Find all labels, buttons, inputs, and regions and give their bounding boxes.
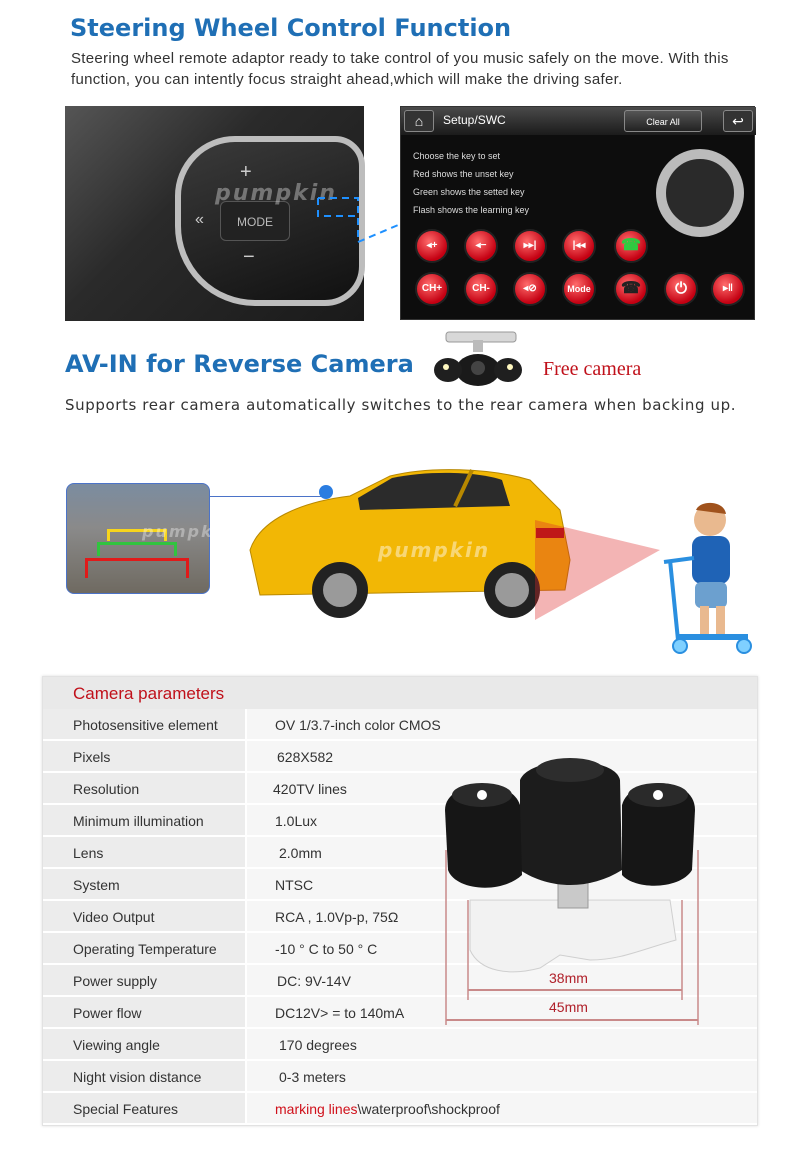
- label-cell: [43, 1061, 245, 1091]
- watermark: pumpkin: [215, 181, 337, 206]
- param-label: Lens: [73, 845, 104, 861]
- swc-key-mute[interactable]: ◂⊘: [513, 272, 547, 306]
- label-cell: [43, 933, 245, 963]
- table-title: Camera parameters: [73, 684, 225, 703]
- value-cell: [247, 1029, 757, 1059]
- label-cell: [43, 773, 245, 803]
- swc-key-power[interactable]: ⏻: [664, 272, 698, 306]
- reverse-camera-view: [66, 483, 235, 594]
- volume-down-icon: −: [243, 246, 255, 268]
- free-camera-label: Free camera: [543, 358, 642, 380]
- swc-setup-screen: [400, 106, 755, 320]
- value-cell: [247, 1061, 757, 1091]
- guide-line-red: [85, 558, 189, 578]
- param-value: DC: 9V-14V: [277, 973, 351, 989]
- instruction-line: Red shows the unset key: [413, 169, 514, 179]
- av-section-title: AV-IN for Reverse Camera: [65, 350, 414, 378]
- instruction-line: Flash shows the learning key: [413, 205, 530, 215]
- table-header: [43, 677, 757, 709]
- back-arrow-icon: ↩: [732, 113, 744, 129]
- label-cell: [43, 709, 245, 739]
- value-cell: [247, 1093, 757, 1123]
- param-value: 1.0Lux: [275, 813, 318, 829]
- value-cell: [247, 709, 757, 739]
- dimension-inner-label: 38mm: [549, 970, 588, 986]
- param-value: -10 ° C to 50 ° C: [275, 941, 378, 957]
- home-icon: ⌂: [414, 113, 424, 129]
- swc-description: Steering wheel remote adaptor ready to take control of you music safely on the move. With this function, you can intently focus straight ahead,which will make the driving safer.: [71, 50, 729, 88]
- swc-key-volume-up[interactable]: ◂+: [415, 229, 449, 263]
- back-button[interactable]: [723, 110, 753, 132]
- param-value: 170 degrees: [279, 1037, 357, 1053]
- swc-key-ch-down[interactable]: CH-: [464, 272, 498, 306]
- param-label: Special Features: [73, 1101, 179, 1117]
- label-cell: [43, 805, 245, 835]
- camera-product-image: [440, 750, 702, 1030]
- param-label: Video Output: [73, 909, 155, 925]
- swc-key-ch-up[interactable]: CH+: [415, 272, 449, 306]
- label-cell: [43, 997, 245, 1027]
- features-text: \waterproof\shockproof: [357, 1101, 500, 1117]
- child-on-scooter-image: [640, 500, 755, 655]
- volume-up-icon: +: [240, 161, 252, 183]
- label-cell: [43, 1093, 245, 1123]
- param-label: Pixels: [73, 749, 111, 765]
- label-cell: [43, 965, 245, 995]
- label-cell: [43, 869, 245, 899]
- table-row: [43, 1029, 757, 1061]
- table-row: [43, 1061, 757, 1093]
- previous-icon: «: [195, 211, 204, 228]
- label-cell: [43, 1029, 245, 1059]
- swc-screen-title: Setup/SWC: [443, 113, 506, 127]
- param-label: Night vision distance: [73, 1069, 202, 1085]
- label-cell: [43, 837, 245, 867]
- swc-key-play-pause[interactable]: ▸‖: [711, 272, 745, 306]
- param-value: NTSC: [275, 877, 314, 893]
- small-camera-image: [428, 330, 528, 388]
- label-cell: [43, 741, 245, 771]
- param-value: RCA , 1.0Vp-p, 75Ω: [275, 909, 399, 925]
- instruction-line: Green shows the setted key: [413, 187, 525, 197]
- instruction-line: Choose the key to set: [413, 151, 501, 161]
- swc-section-title: Steering Wheel Control Function: [70, 14, 512, 42]
- param-label: Viewing angle: [73, 1037, 160, 1053]
- guide-line-green: [97, 542, 177, 556]
- steering-wheel-icon: [656, 149, 744, 237]
- home-button[interactable]: [404, 110, 434, 132]
- param-value: 2.0mm: [279, 845, 322, 861]
- param-label: Minimum illumination: [73, 813, 204, 829]
- param-value: OV 1/3.7-inch color CMOS: [275, 717, 441, 733]
- marking-lines-text: marking lines: [275, 1101, 358, 1117]
- swc-key-next[interactable]: ▸▸|: [513, 229, 547, 263]
- watermark: pumpkin: [378, 538, 491, 562]
- param-value: DC12V> = to 140mA: [275, 1005, 405, 1021]
- clear-all-button[interactable]: Clear All: [624, 110, 702, 132]
- dimension-outer-label: 45mm: [549, 999, 588, 1015]
- swc-key-mode[interactable]: Mode: [562, 272, 596, 306]
- param-label: Operating Temperature: [73, 941, 217, 957]
- param-label: System: [73, 877, 120, 893]
- param-value: 420TV lines: [273, 781, 347, 797]
- param-value: 628X582: [277, 749, 334, 765]
- table-row: [43, 709, 757, 741]
- swc-key-previous[interactable]: |◂◂: [562, 229, 596, 263]
- av-description: Supports rear camera automatically switches to the rear camera when backing up.: [65, 396, 737, 414]
- swc-key-answer-call[interactable]: ☎: [614, 229, 648, 263]
- table-row: [43, 1093, 757, 1125]
- watermark: pumpkin: [142, 522, 235, 541]
- label-cell: [43, 901, 245, 931]
- param-label: Power flow: [73, 1005, 142, 1021]
- param-value: 0-3 meters: [279, 1069, 346, 1085]
- param-label: Resolution: [73, 781, 140, 797]
- param-value: [275, 1101, 500, 1117]
- swc-key-hang-up[interactable]: ☎: [614, 272, 648, 306]
- swc-key-volume-down[interactable]: ◂−: [464, 229, 498, 263]
- param-label: Photosensitive element: [73, 717, 218, 733]
- mode-key-label: MODE: [220, 201, 290, 241]
- param-label: Power supply: [73, 973, 158, 989]
